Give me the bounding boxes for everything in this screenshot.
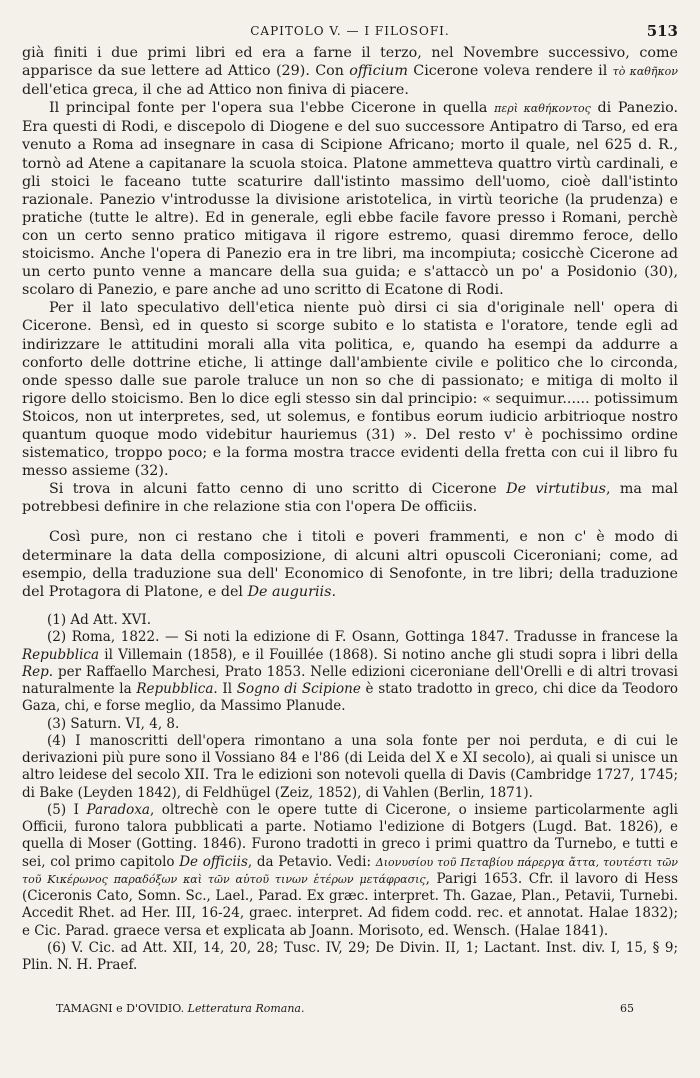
paragraph-3: Per il lato speculativo dell'etica niente può dirsi ci sia d'originale nell' opera di Cicerone. Bensì, ed in questo si scorge subito e lo statista e l'oratore, tende egli ad indirizzare le attitudini morali alla vita politica, e, quando ha esempi da addurre a conforto delle dottrine etiche, li attinge dall'ambiente civile e politico che lo circonda, onde spesso dalle sue parole traluce un non so che di passionato; e mitiga di molto il rigore dello stoicismo. Ben lo dice egli stesso sin dal principio: « sequimur...... potissimum Stoicos, non ut interpretes, sed, ut solemus, e fontibus eorum iudicio arbitrioque nostro quantum quoque modo videbitur hauriemus (31) ». Del resto v' è pochissimo ordine sistematico, troppo poco; e la forma mostra tracce evidenti della fretta con cui il libro fu messo assieme (32). <box>22 300 678 480</box>
paragraph-5-text: Così pure, non ci restano che i titoli e poveri frammenti, e non c' è modo di determinare la data della composizione, di alcuni altri opuscoli Ciceroniani; come, ad esempio, della traduzione sua dell' Economico di Senofonte, in tre libri; della traduzione del Protagora di Platone, e del <box>22 529 678 600</box>
page-header <box>22 22 678 42</box>
footnote-2-text: (2) Roma, 1822. — Si noti la edizione di F. Osann, Gottinga 1847. Tradusse in francese la <box>47 629 678 646</box>
paragraph-2 <box>22 99 678 299</box>
running-title: CAPITOLO V. — I FILOSOFI. <box>250 24 450 38</box>
footnote-5-text-2: , oltrechè con le opere tutte di Cicerone, o insieme particolarmente agli Officii, furono talora pubblicati a parte. Notiamo l'edizione di Botgers (Lugd. Bat. 1826), e quella di Moser (Gotting. 1846). Furono tradotti in greco i primi quattro da Turnebo, e tutti e sei, col primo capitolo <box>22 801 678 870</box>
footnote-2 <box>22 629 678 715</box>
page-number: 513 <box>646 22 678 40</box>
paragraph-2-text: Il principal fonte per l'opera sua l'ebbe Cicerone in quella <box>49 100 495 117</box>
paragraph-4-text: Si trova in alcuni fatto cenno di uno scritto di Cicerone <box>49 481 507 498</box>
paragraph-5-text-2: . <box>331 583 336 600</box>
work-title: Sogno di Scipione <box>236 681 361 697</box>
greek-term: περὶ καθήκοντος <box>494 102 591 116</box>
work-title: De virtutibus <box>506 481 606 498</box>
paragraph-4-text-2: , ma mal potrebbesi definire in che relazione stia con l'opera De officiis. <box>22 481 678 516</box>
footnote-1: (1) Ad Att. XVI. <box>47 612 152 628</box>
footnote-2-text-4: . Il <box>213 681 237 697</box>
paragraph-1-text-3: dell'etica greca, il che ad Attico non finiva di piacere. <box>22 82 409 99</box>
footnote-6: (6) V. Cic. ad Att. XII, 14, 20, 28; Tusc. IV, 29; De Divin. II, 1; Lactant. Inst. div. I, 15, § 9; Plin. N. H. Praef. <box>22 939 678 973</box>
work-title: Rep. <box>22 663 54 680</box>
signature-mark: 65 <box>620 1002 634 1015</box>
footnote-4: (4) I manoscritti dell'opera rimontano a una sola fonte per noi perduta, e di cui le derivazioni più pure sono il Vossiano 84 e l'86 (di Leida del X e XI secolo), ai quali si unisce un altro leidese del secolo XII. Tra le edizioni son notevoli quella di Davis (Cambridge 1727, 1745; di Bake (Leyden 1842), di Feldhügel (Zeiz, 1852), di Vahlen (Berlin, 1871). <box>22 732 678 801</box>
footer-imprint <box>56 1002 304 1015</box>
latin-term: officium <box>349 63 408 80</box>
footnote-5-text-3: , da Petavio. Vedi: <box>247 853 376 870</box>
footer-authors: TAMAGNI e D'OVIDIO. <box>56 1002 185 1015</box>
footnote-5-text-4: , Parigi 1653. Cfr. il lavoro di Hess (Ciceronis Cato, Somn. Sc., Lael., Parad. Ex græc. interpret. Th. Gazae, Plan., Petavii, Turnebi. Accedit Rhet. ad Her. III, 16-24, graec. interpret. Ad fidem codd. rec. et annotat. Halae 1832); e Cic. Parad. graece versa et explicata ab Joann. Morisoto, ed. Wensch. (Halae 1841). <box>22 870 678 939</box>
page-footer <box>56 1002 634 1018</box>
footnote-5 <box>22 802 678 940</box>
footnote-3: (3) Saturn. VI, 4, 8. <box>47 715 180 732</box>
main-text <box>22 44 678 601</box>
footer-title: Letteratura Romana. <box>187 1002 305 1015</box>
paragraph-1-text-2: Cicerone voleva rendere il <box>407 63 613 80</box>
work-title: De officiis <box>179 853 248 870</box>
work-title: De auguriis <box>247 583 332 600</box>
paragraph-1 <box>22 44 678 99</box>
footnote-2-text-5: è stato tradotto in greco, chi dice da Teodoro Gaza, chi, e forse meglio, da Massimo Planude. <box>22 681 679 715</box>
work-title: Repubblica <box>22 646 100 663</box>
footnote-5-text: (5) I <box>47 801 87 818</box>
section-gap <box>22 516 678 528</box>
paragraph-1-text: già finiti i due primi libri ed era a farne il terzo, nel Novembre successivo, come apparisce da sue lettere ad Attico (29). Con <box>22 45 678 80</box>
paragraph-5 <box>22 528 678 600</box>
paragraph-2-text-2: di Panezio. Era questi di Rodi, e discepolo di Diogene e del suo successore Antipatro di Tarso, ed era venuto a Roma ad insegnare in casa di Scipione Africano; morto il quale, nel 625 d. R., tornò ad Atene a capitanare la scuola stoica. Platone ammetteva quattro virtù cardinali, e gli stoici le faceano tutte scaturire dall'istinto massimo dell'uomo, cioè dall'istinto razionale. Panezio v'introdusse la divisione aristotelica, in virtù teoriche (la prudenza) e pratiche (tutte le altre). Ed in generale, egli ebbe facile favore presso i Romani, perchè con un certo senno pratico mitigava il rigore estremo, quasi diremmo feroce, dello stoicismo. Anche l'opera di Panezio era in tre libri, ma incompiuta; cosicchè Cicerone ad un certo punto venne a mancare della sua guida; e s'attaccò un po' a Posidonio (30), scolaro di Panezio, e pare anche ad uno scritto di Ecatone di Rodi. <box>22 100 678 299</box>
work-title: Paradoxa <box>86 801 150 818</box>
work-title: Repubblica <box>136 681 214 697</box>
footnotes <box>22 612 678 974</box>
greek-title: Διονυσίου τοῦ Πεταβίου πάρεργα ἄττα, τουτέστι τῶν τοῦ Κικέρωνος παραδόξων καὶ τῶν αὐτοῦ τινων ἑτέρων μετάφρασις <box>22 855 678 886</box>
greek-term: τὸ καθῆκον <box>612 65 678 79</box>
footnote-2-text-2: il Villemain (1858), e il Fouillée (1868). Si notino anche gli studi sopra i libri della <box>99 646 678 663</box>
paragraph-4 <box>22 480 678 516</box>
footnote-2-text-3: per Raffaello Marchesi, Prato 1853. Nelle edizioni ciceroniane dell'Orelli e di altri trovasi naturalmente la <box>22 663 678 697</box>
